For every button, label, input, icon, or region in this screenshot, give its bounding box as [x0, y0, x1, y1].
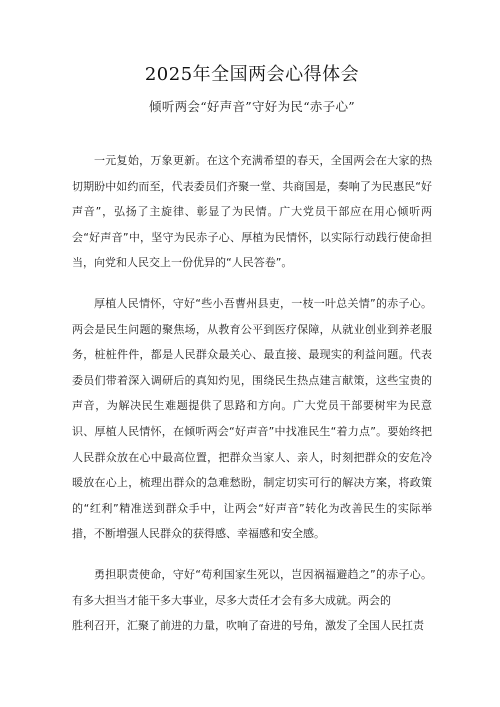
- document-title: 2025年全国两会心得体会: [144, 64, 360, 85]
- paragraph-intro: 一元复始，万象更新。在这个充满希望的春天，全国两会在大家的热切期盼中如约而至，代表委员们齐聚一堂、共商国是，奏响了为民惠民“好声音”，弘扬了主旋律、彰显了为民情。广大党员干部应在用心倾听两会“好声音”中，坚守为民赤子心、厚植为民情怀，以实际行动践行使命担当，向党和人民交上一份优异的“人民答卷”。: [72, 154, 432, 270]
- document-subtitle: 倾听两会“好声音”守好为民“赤子心”: [149, 99, 355, 114]
- document-body: [72, 148, 432, 639]
- paragraph-people-feelings: 厚植人民情怀，守好“些小吾曹州县吏，一枝一叶总关情”的赤子心。两会是民生问题的聚焦场，从教育公平到医疗保障，从就业创业到养老服务，桩桩件件，都是人民群众最关心、最直接、最现实的利益问题。代表委员们带着深入调研后的真知灼见，围绕民生热点建言献策，这些宝贵的声音，为解决民生难题提供了思路和方向。广大党员干部要树牢为民意识、厚植人民情怀，在倾听两会“好声音”中找准民生“着力点”。要始终把人民群众放在心中最高位置，把群众当家人、亲人，时刻把群众的安危冷暖放在心上，梳理出群众的急难愁盼，制定切实可行的解决方案，将政策的“红利”精准送到群众手中，让两会“好声音”转化为改善民生的实际举措，不断增强人民群众的获得感、幸福感和安全感。: [72, 296, 432, 541]
- paragraph-responsibility-continued: 胜利召开，汇聚了前进的力量，吹响了奋进的号角，激发了全国人民扛责: [72, 619, 424, 633]
- paragraph-responsibility: 勇担职责使命，守好“苟利国家生死以，岂因祸福避趋之”的赤子心。有多大担当才能干多大事业，尽多大责任才会有多大成就。两会的: [72, 567, 432, 607]
